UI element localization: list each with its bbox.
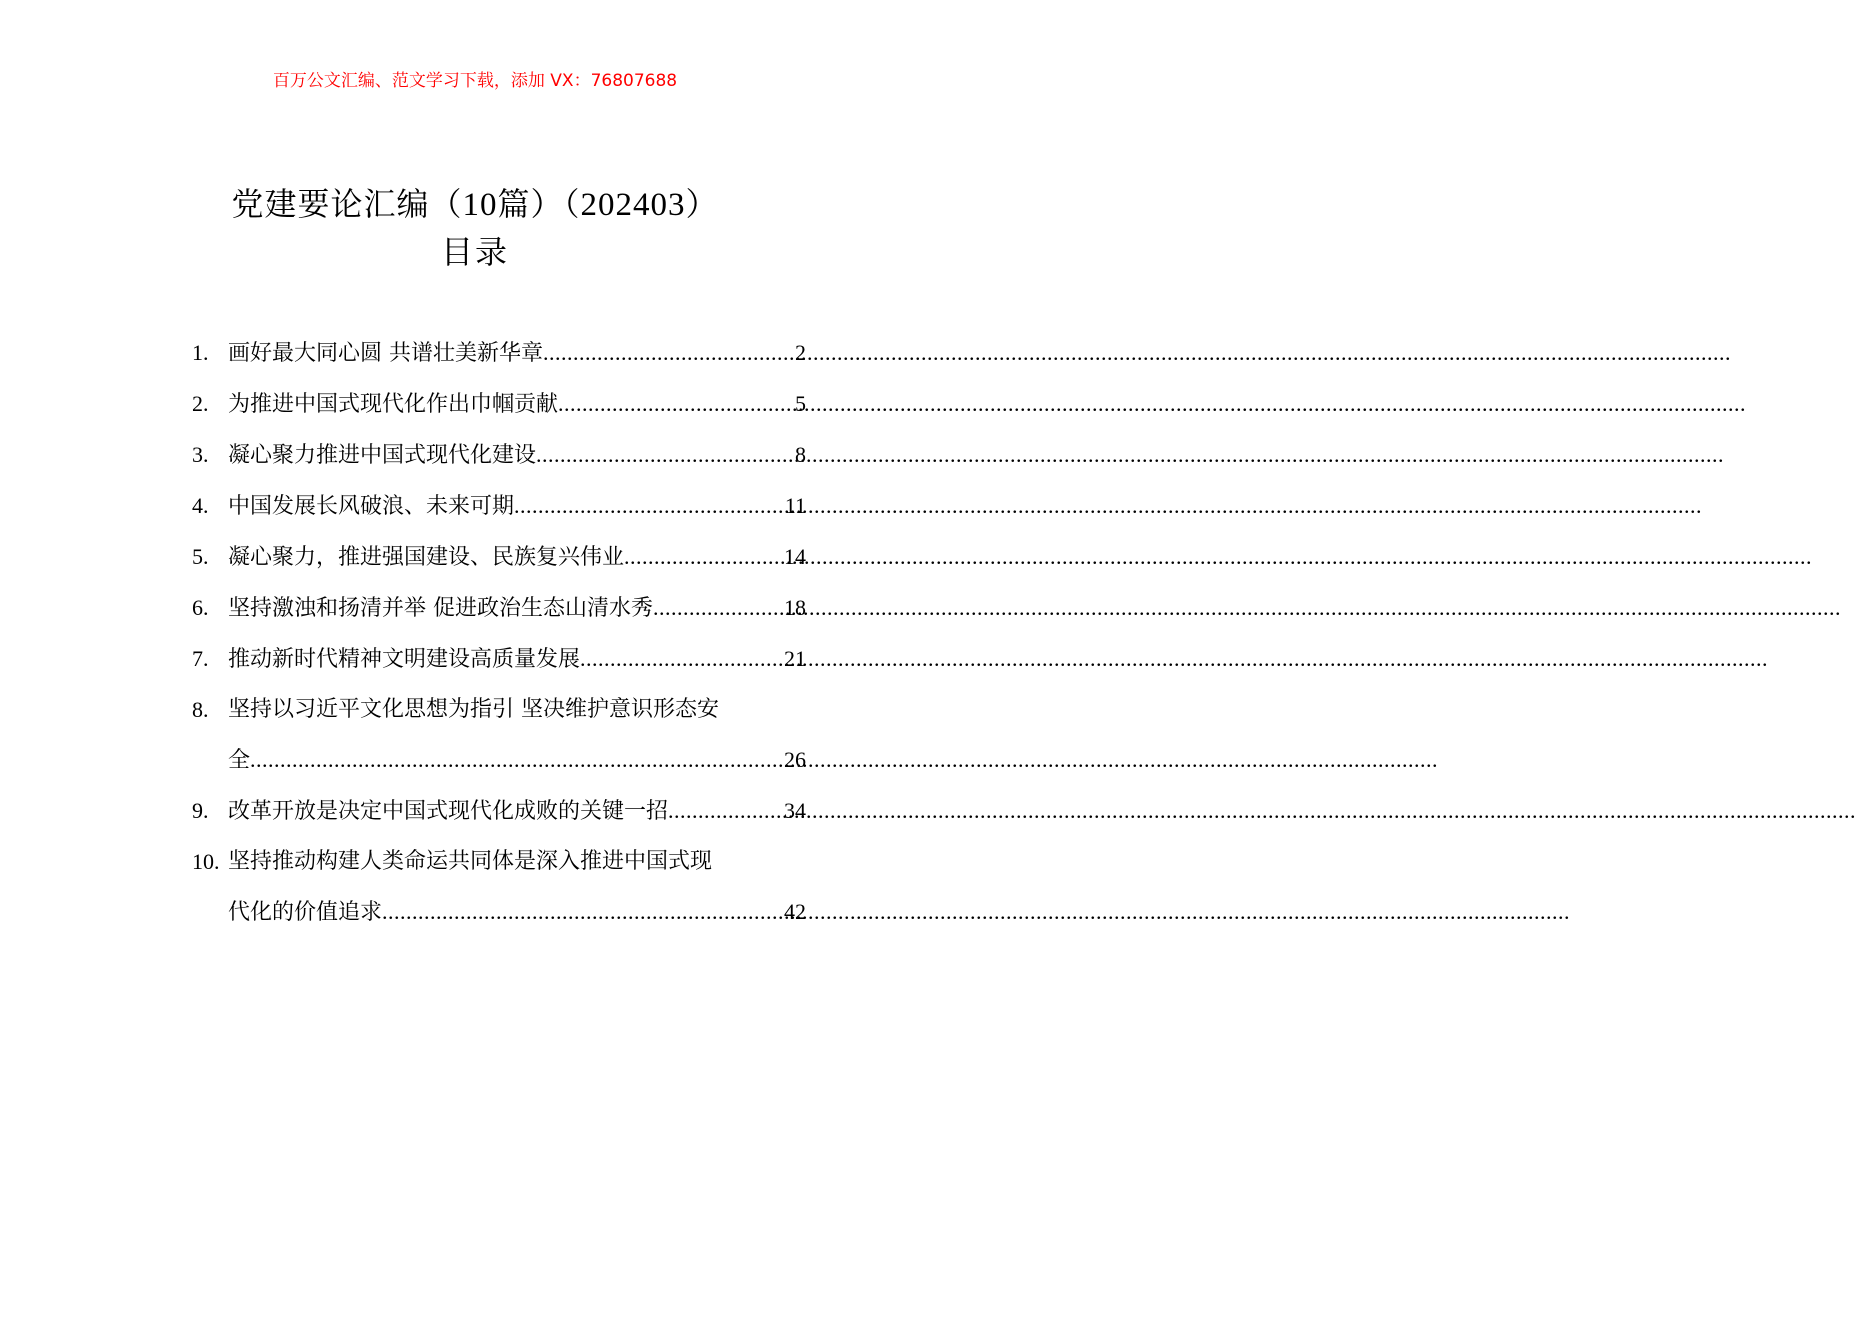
toc-item[interactable] (192, 430, 806, 481)
toc-item-line (228, 735, 806, 786)
toc-item-body (228, 634, 806, 685)
toc-item-title: 画好最大同心圆 共谱壮美新华章 (228, 341, 543, 366)
toc-item[interactable] (192, 583, 806, 634)
header-banner: 百万公文汇编、范文学习下载，添加 VX：76807688 (272, 71, 678, 91)
toc-dot-leader (624, 532, 783, 582)
toc-item[interactable] (192, 786, 806, 837)
toc-item-number: 10. (192, 849, 220, 874)
toc-dot-leader (382, 887, 783, 937)
toc-item-body (228, 837, 806, 938)
toc-item-line (228, 481, 806, 532)
toc-dot-leader (514, 481, 784, 531)
toc-dot-leader (668, 786, 783, 836)
toc-item-title: 推动新时代精神文明建设高质量发展 (228, 647, 581, 672)
toc-item-title: 凝心聚力，推进强国建设、民族复兴伟业 (228, 545, 625, 570)
toc-item-number: 8. (192, 697, 209, 722)
toc-item-page-number: 26 (784, 747, 806, 772)
toc-item[interactable] (192, 328, 806, 379)
toc-item-body (228, 786, 806, 837)
toc-item-line (228, 532, 806, 583)
toc-item-title: 坚持推动构建人类命运共同体是深入推进中国式现 (228, 849, 713, 874)
toc-item-number: 9. (192, 798, 209, 823)
toc-item-page-number: 21 (784, 646, 806, 671)
toc-item-title: 改革开放是决定中国式现代化成败的关键一招 (228, 799, 669, 824)
toc-item-line (228, 786, 806, 837)
toc-item-number: 5. (192, 544, 209, 569)
toc-item-page-number: 8 (795, 442, 806, 467)
toc-item-page-number: 18 (784, 595, 806, 620)
toc-dot-leader (536, 430, 794, 480)
toc-item-line (228, 583, 806, 634)
toc-item-number: 2. (192, 391, 209, 416)
toc-item-page-number: 42 (784, 899, 806, 924)
toc-item[interactable] (192, 532, 806, 583)
toc-item-title: 为推进中国式现代化作出巾帼贡献 (228, 392, 559, 417)
toc-item-title: 坚持激浊和扬清并举 促进政治生态山清水秀 (228, 596, 653, 621)
toc-item-line (228, 430, 806, 481)
toc-item-body (228, 379, 806, 430)
table-of-contents (192, 328, 806, 938)
toc-item-number: 3. (192, 442, 209, 467)
toc-item-page-number: 2 (795, 340, 806, 365)
toc-item-number: 6. (192, 595, 209, 620)
toc-dot-leader (653, 583, 783, 633)
toc-item-title: 全 (228, 748, 251, 773)
toc-item[interactable] (192, 634, 806, 685)
toc-item-number: 7. (192, 646, 209, 671)
title-date: 202403 (580, 187, 686, 223)
toc-item[interactable] (192, 685, 806, 786)
toc-item-body (228, 328, 806, 379)
title-count: 10 (462, 187, 498, 223)
toc-item-title: 凝心聚力推进中国式现代化建设 (228, 443, 537, 468)
toc-item[interactable] (192, 837, 806, 938)
toc-item-line (228, 634, 806, 685)
toc-heading: 目录 (440, 233, 509, 271)
toc-item-number: 4. (192, 493, 209, 518)
toc-item-title: 坚持以习近平文化思想为指引 坚决维护意识形态安 (228, 697, 719, 722)
toc-item[interactable] (192, 481, 806, 532)
toc-item-line (228, 887, 806, 938)
toc-dot-leader (250, 735, 783, 785)
toc-item-line (228, 685, 806, 735)
toc-item[interactable] (192, 379, 806, 430)
title-suffix: ） (685, 185, 719, 223)
toc-item-body (228, 481, 806, 532)
toc-item-line (228, 837, 806, 887)
toc-item-body (228, 583, 806, 634)
toc-item-body (228, 532, 806, 583)
title-mid: 篇）（ (497, 185, 581, 223)
toc-item-line (228, 328, 806, 379)
toc-item-page-number: 34 (784, 798, 806, 823)
toc-item-line (228, 379, 806, 430)
title-prefix: 党建要论汇编（ (231, 185, 463, 223)
toc-dot-leader (580, 634, 783, 684)
toc-dot-leader (558, 379, 794, 429)
toc-item-page-number: 5 (795, 391, 806, 416)
document-title (0, 182, 950, 227)
toc-item-title: 中国发展长风破浪、未来可期 (228, 494, 515, 519)
toc-item-number: 1. (192, 340, 209, 365)
toc-item-page-number: 14 (784, 544, 806, 569)
toc-item-page-number: 11 (784, 493, 806, 518)
toc-dot-leader (543, 328, 794, 378)
toc-item-title: 代化的价值追求 (228, 900, 383, 925)
toc-item-body (228, 685, 806, 786)
toc-item-body (228, 430, 806, 481)
